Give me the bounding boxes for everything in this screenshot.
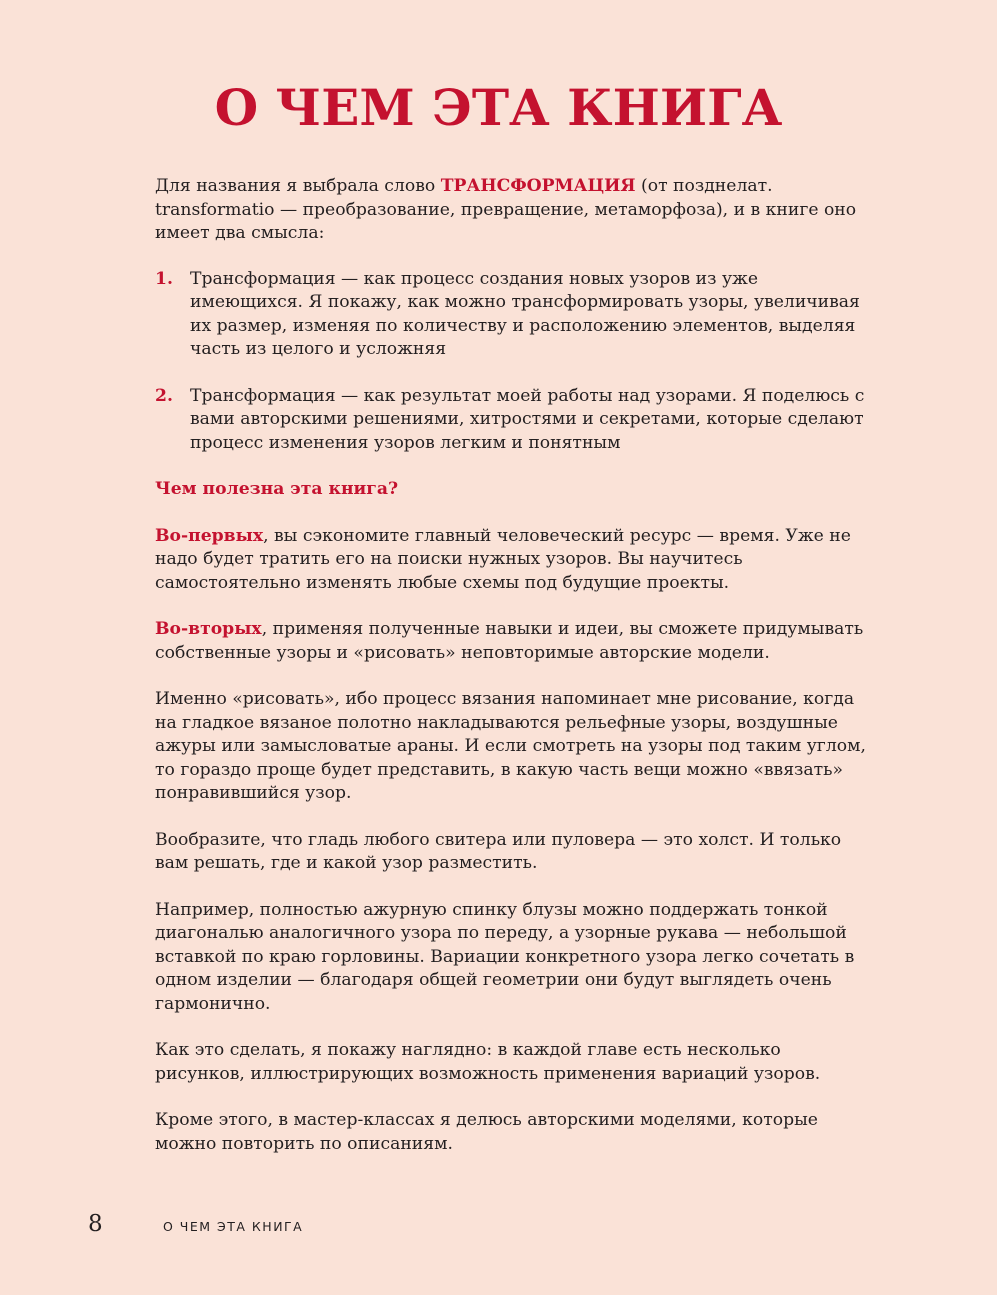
list-item	[155, 385, 875, 456]
running-head: О ЧЕМ ЭТА КНИГА	[163, 1218, 304, 1234]
meaning-list	[155, 268, 875, 456]
paragraph: Как это сделать, я покажу наглядно: в каждой главе есть несколько рисунков, иллюстрирующих возможность применения вариаций узоров.	[155, 1040, 821, 1084]
paragraph: Именно «рисовать», ибо процесс вязания напоминает мне рисование, когда на гладкое вязаное полотно накладываются рельефные узоры, воздушные ажуры или замысловатые араны. И если смотреть на узоры под таким углом, то гораздо проще будет представить, в какую часть вещи можно «ввязать» понравившийся узор.	[155, 689, 866, 803]
intro-text-before: Для названия я выбрала слово	[155, 176, 441, 196]
list-item-number: 2.	[155, 385, 173, 406]
list-item-text: Трансформация — как результат моей работы над узорами. Я поделюсь с вами авторскими решениями, хитростями и секретами, которые сделают процесс изменения узоров легким и понятным	[190, 385, 865, 453]
list-item-number: 1.	[155, 268, 173, 289]
paragraph-text: , вы сэкономите главный человеческий ресурс — время. Уже не надо будет тратить его на поиски нужных узоров. Вы научитесь самостоятельно изменять любые схемы под будущие проекты.	[155, 525, 851, 593]
paragraph: Кроме этого, в мастер-классах я делюсь авторскими моделями, которые можно повторить по описаниям.	[155, 1110, 818, 1154]
paragraph-lead: Во-вторых	[155, 619, 262, 639]
intro-paragraph	[155, 175, 875, 246]
paragraph-second	[155, 618, 875, 665]
intro-text-after: (от позднелат. transformatio — преобразование, превращение, метаморфоза), и в книге оно имеет два смысла:	[155, 176, 857, 243]
intro-highlight: ТРАНСФОРМАЦИЯ	[440, 176, 636, 196]
paragraph-first	[155, 525, 875, 596]
page-body	[155, 175, 875, 1179]
paragraph: Вообразите, что гладь любого свитера или пуловера — это холст. И только вам решать, где и какой узор разместить.	[155, 829, 842, 873]
list-item-text: Трансформация — как процесс создания новых узоров из уже имеющихся. Я покажу, как можно трансформировать узоры, увеличивая их размер, изменяя по количеству и расположению элементов, выделяя часть из целого и усложняя	[190, 268, 860, 359]
page-title: О ЧЕМ ЭТА КНИГА	[214, 78, 783, 137]
list-item	[155, 268, 875, 362]
paragraph-text: , применяя полученные навыки и идеи, вы сможете придумывать собственные узоры и «рисовать» неповторимые авторские модели.	[155, 619, 864, 663]
paragraph: Например, полностью ажурную спинку блузы можно поддержать тонкой диагональю аналогичного узора по переду, а узорные рукава — небольшой вставкой по краю горловины. Вариации конкретного узора легко сочетать в одном изделии — благодаря общей геометрии они будут выглядеть очень гармонично.	[155, 899, 855, 1014]
page-number: 8	[88, 1211, 103, 1237]
section-subheading: Чем полезна эта книга?	[155, 479, 399, 499]
paragraph-lead: Во-первых	[155, 525, 264, 546]
page-footer	[88, 1206, 303, 1242]
